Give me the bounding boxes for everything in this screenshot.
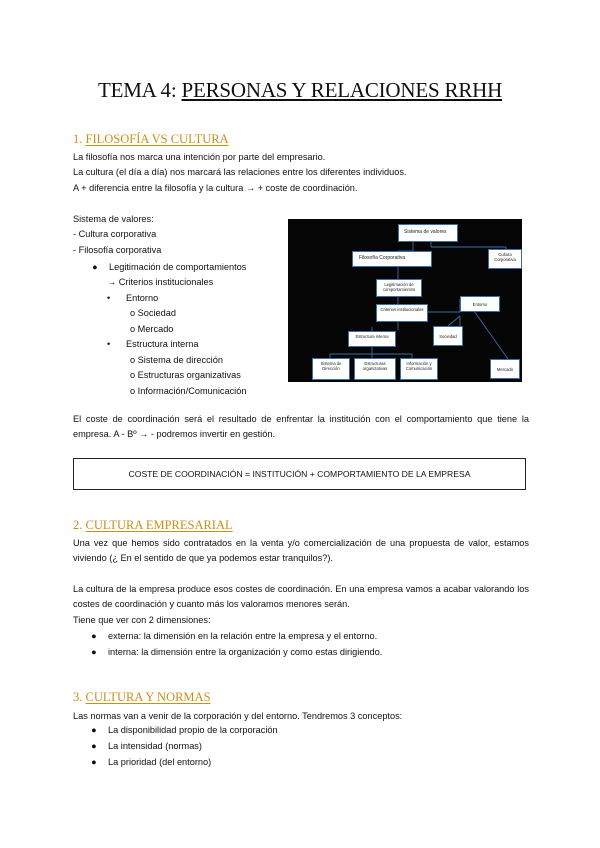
bullet-intensidad-text: La intensidad (normas) xyxy=(108,741,202,751)
node-cultura-corporativa: Cultura Corporativa xyxy=(488,249,522,269)
bullet-icon: • xyxy=(107,293,111,303)
values-item-informacion: o Información/Comunicación xyxy=(130,386,247,396)
node-legitimacion: Legitimación de comportamientos xyxy=(376,279,422,297)
values-diagram-image xyxy=(288,219,522,382)
s1-line-1: La filosofía nos marca una intención por parte del empresario. xyxy=(73,152,326,162)
node-entorno: Entorno xyxy=(460,296,500,312)
values-item-direccion: o Sistema de dirección xyxy=(130,355,223,365)
bullet-prioridad-text: La prioridad (del entorno) xyxy=(108,757,212,767)
section-3-number: 3. xyxy=(73,690,86,704)
bullet-icon: ● xyxy=(91,647,97,657)
section-1-number: 1. xyxy=(73,132,86,146)
page-title xyxy=(0,78,600,103)
bullet-icon: ● xyxy=(91,725,97,735)
values-item-filosofia: - Filosofía corporativa xyxy=(73,245,162,255)
node-estructuras-organizativas: Estructuras organizativas xyxy=(354,358,396,380)
values-item-sociedad: o Sociedad xyxy=(130,308,176,318)
bullet-externa-text: externa: la dimensión en la relación entre la empresa y el entorno. xyxy=(108,631,378,641)
bullet-icon: ● xyxy=(91,631,97,641)
values-item-mercado: o Mercado xyxy=(130,324,174,334)
s3-bullet-disponibilidad xyxy=(91,725,278,735)
s2-bullet-externa xyxy=(91,631,377,641)
s2-paragraph-1: Una vez que hemos sido contratados en la venta y/o comercialización de una propuesta de valor, estamos viviendo (¿ En el sentido de que ya podemos estar tranquilos?). xyxy=(73,538,529,563)
section-2-heading xyxy=(73,518,233,533)
bullet-icon: • xyxy=(107,339,111,349)
node-sociedad: Sociedad xyxy=(433,326,463,346)
node-filosofia-corporativa: Filosofía Corporativa xyxy=(352,251,432,267)
s1-paragraph: El coste de coordinación será el resultado de enfrentar la institución con el comportamiento que tiene la empresa. A - Bº → - podremos invertir en gestión. xyxy=(73,414,529,439)
section-3-title: CULTURA Y NORMAS xyxy=(85,690,211,704)
values-item-estructuras: o Estructuras organizativas xyxy=(130,370,241,380)
s3-bullet-intensidad xyxy=(91,741,202,751)
node-sistema-direccion: Sistema de Dirección xyxy=(312,358,350,380)
bullet-disponibilidad-text: La disponibilidad propio de la corporación xyxy=(108,725,278,735)
values-title: Sistema de valores: xyxy=(73,214,154,224)
s2-paragraph-2: La cultura de la empresa produce esos costes de coordinación. En una empresa vamos a acabar valorando los costes de coordinación y cuanto más los valoramos menores serán. xyxy=(73,584,529,609)
bullet-icon: ● xyxy=(92,262,98,272)
title-prefix: TEMA 4: xyxy=(97,78,182,102)
values-item-criterios: → Criterios institucionales xyxy=(107,277,214,287)
section-2-number: 2. xyxy=(73,518,86,532)
section-2-title: CULTURA EMPRESARIAL xyxy=(85,518,233,532)
node-estructura-interna: Estructura interna xyxy=(348,331,396,347)
legitimacion-label: Legitimación de comportamientos xyxy=(109,262,247,272)
section-1-heading xyxy=(73,132,229,147)
formula-box: COSTE DE COORDINACIÓN = INSTITUCIÓN + COMPORTAMIENTO DE LA EMPRESA xyxy=(73,458,526,490)
values-item-entorno xyxy=(107,293,158,303)
bullet-icon: ● xyxy=(91,757,97,767)
section-1-title: FILOSOFÍA VS CULTURA xyxy=(85,132,229,146)
node-criterios: Criterios institucionales xyxy=(376,304,428,322)
node-mercado: Mercado xyxy=(490,359,520,379)
node-sistema-valores: Sistema de valores xyxy=(398,224,458,242)
values-item-estructura xyxy=(107,339,199,349)
section-3-heading xyxy=(73,690,211,705)
entorno-label: Entorno xyxy=(126,293,159,303)
bullet-interna-text: interna: la dimensión entre la organización y como estas dirigiendo. xyxy=(108,647,383,657)
s2-bullet-interna xyxy=(91,647,382,657)
values-item-cultura: - Cultura corporativa xyxy=(73,229,157,239)
s3-bullet-prioridad xyxy=(91,757,211,767)
values-item-legitimacion xyxy=(92,262,246,272)
s1-line-3: A + diferencia entre la filosofía y la cultura → + coste de coordinación. xyxy=(73,183,358,193)
node-informacion-comunicacion: Información y Comunicación xyxy=(400,358,438,380)
title-main: PERSONAS Y RELACIONES RRHH xyxy=(181,78,503,102)
s1-line-2: La cultura (el día a día) nos marcará las relaciones entre los diferentes individuos. xyxy=(73,167,407,177)
s2-paragraph-3: Tiene que ver con 2 dimensiones: xyxy=(73,615,211,625)
estructura-label: Estructura interna xyxy=(126,339,199,349)
bullet-icon: ● xyxy=(91,741,97,751)
s3-paragraph-1: Las normas van a venir de la corporación y del entorno. Tendremos 3 conceptos: xyxy=(73,711,403,721)
